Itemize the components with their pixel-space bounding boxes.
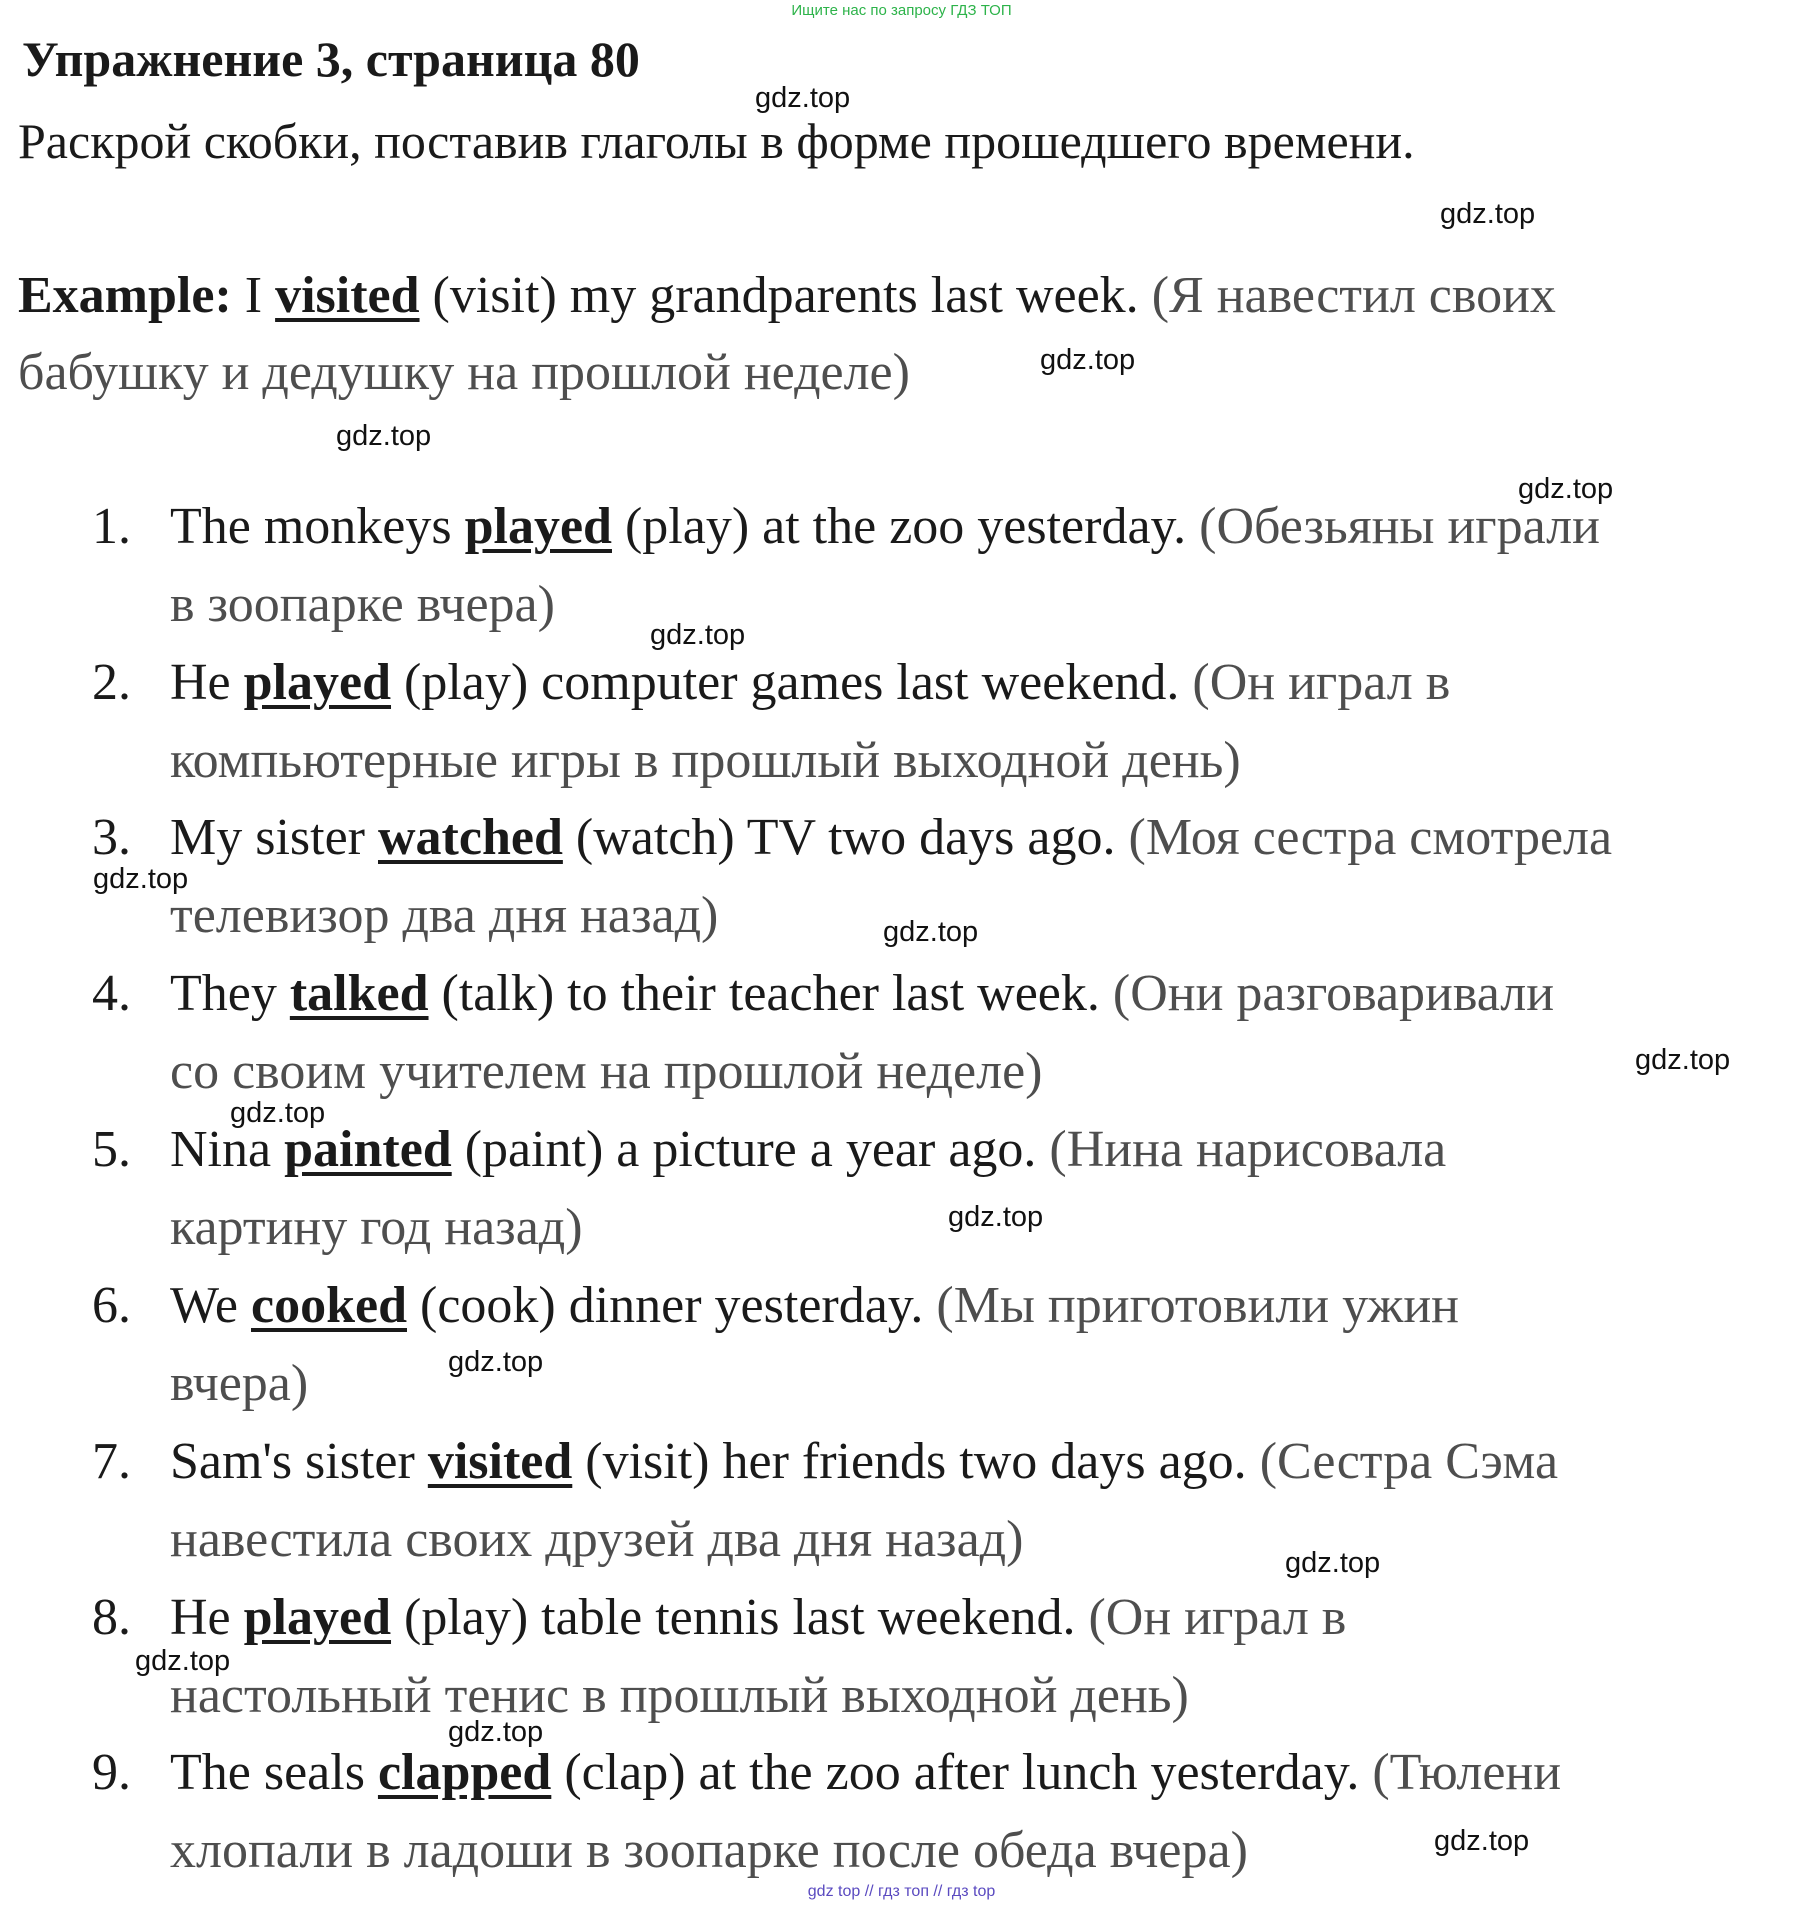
item-translation: телевизор два дня назад) (170, 887, 719, 944)
instruction: Раскрой скобки, поставив глаголы в форме прошедшего времени. (18, 113, 1415, 169)
item-number: 1. (92, 498, 131, 555)
item-number: 6. (92, 1277, 131, 1334)
item-translation: компьютерные игры в прошлый выходной день) (170, 732, 1241, 789)
item-line: They talked (talk) to their teacher last week. (Они разговаривали (170, 965, 1555, 1022)
answer-word: painted (284, 1121, 452, 1178)
watermark: gdz.top (336, 420, 432, 452)
watermark: gdz.top (1518, 473, 1614, 505)
item-number: 3. (92, 809, 131, 866)
example-answer: visited (275, 267, 420, 324)
watermark: gdz.top (650, 619, 746, 651)
header-note: Ищите нас по запросу ГДЗ ТОП (791, 2, 1012, 19)
item-line: We cooked (cook) dinner yesterday. (Мы приготовили ужин (170, 1277, 1460, 1334)
item-translation: настольный тенис в прошлый выходной день) (170, 1667, 1189, 1724)
item-number: 7. (92, 1433, 131, 1490)
item-number: 4. (92, 965, 131, 1022)
watermark: gdz.top (755, 82, 851, 114)
watermark: gdz.top (230, 1097, 326, 1129)
item-translation: в зоопарке вчера) (170, 576, 555, 633)
answer-word: watched (378, 809, 563, 866)
example-label: Example: (18, 267, 232, 324)
item-number: 9. (92, 1744, 131, 1801)
item-translation: хлопали в ладоши в зоопарке после обеда вчера) (170, 1822, 1248, 1879)
watermark: gdz.top (1040, 344, 1136, 376)
watermark: gdz.top (1285, 1547, 1381, 1579)
item-translation: навестила своих друзей два дня назад) (170, 1511, 1024, 1568)
watermark: gdz.top (93, 863, 189, 895)
item-line: The seals clapped (clap) at the zoo after lunch yesterday. (Тюлени (170, 1744, 1562, 1801)
answer-word: played (243, 1589, 392, 1646)
watermark: gdz.top (448, 1346, 544, 1378)
example-translation-end: бабушку и дедушку на прошлой неделе) (18, 344, 910, 401)
item-translation: со своим учителем на прошлой неделе) (170, 1043, 1043, 1100)
answer-word: visited (427, 1433, 573, 1490)
page-title: Упражнение 3, страница 80 (22, 31, 640, 87)
example-pre: I (231, 267, 276, 324)
item-number: 2. (92, 654, 131, 711)
item-number: 5. (92, 1121, 131, 1178)
watermark: gdz.top (883, 916, 979, 948)
item-line: Nina painted (paint) a picture a year ago. (Нина нарисовала (170, 1121, 1447, 1178)
example-post: (visit) my grandparents last week. (419, 267, 1152, 324)
item-line: Sam's sister visited (visit) her friends two days ago. (Сестра Сэма (170, 1433, 1559, 1490)
item-translation: картину год назад) (170, 1199, 583, 1256)
answer-word: clapped (377, 1744, 552, 1801)
example-translation-start: (Я навестил своих (1151, 267, 1556, 324)
watermark: gdz.top (1434, 1825, 1530, 1857)
example-line-1 (18, 266, 1556, 325)
answer-word: played (243, 654, 392, 711)
item-line: The monkeys played (play) at the zoo yesterday. (Обезьяны играли (170, 498, 1600, 555)
watermark: gdz.top (135, 1645, 231, 1677)
item-line: My sister watched (watch) TV two days ago. (Моя сестра смотрела (170, 809, 1613, 866)
item-line: He played (play) computer games last weekend. (Он играл в (170, 654, 1451, 711)
watermark: gdz.top (1635, 1044, 1731, 1076)
watermark: gdz.top (1440, 198, 1536, 230)
watermark: gdz.top (448, 1716, 544, 1748)
answer-word: played (464, 498, 612, 555)
answer-word: cooked (251, 1277, 407, 1334)
footer-note: gdz top // гдз топ // гдз top (807, 1883, 996, 1900)
item-number: 8. (92, 1589, 131, 1646)
watermark: gdz.top (948, 1201, 1044, 1233)
answer-word: talked (289, 965, 429, 1022)
item-line: He played (play) table tennis last weekend. (Он играл в (170, 1589, 1347, 1646)
item-translation: вчера) (170, 1355, 309, 1412)
